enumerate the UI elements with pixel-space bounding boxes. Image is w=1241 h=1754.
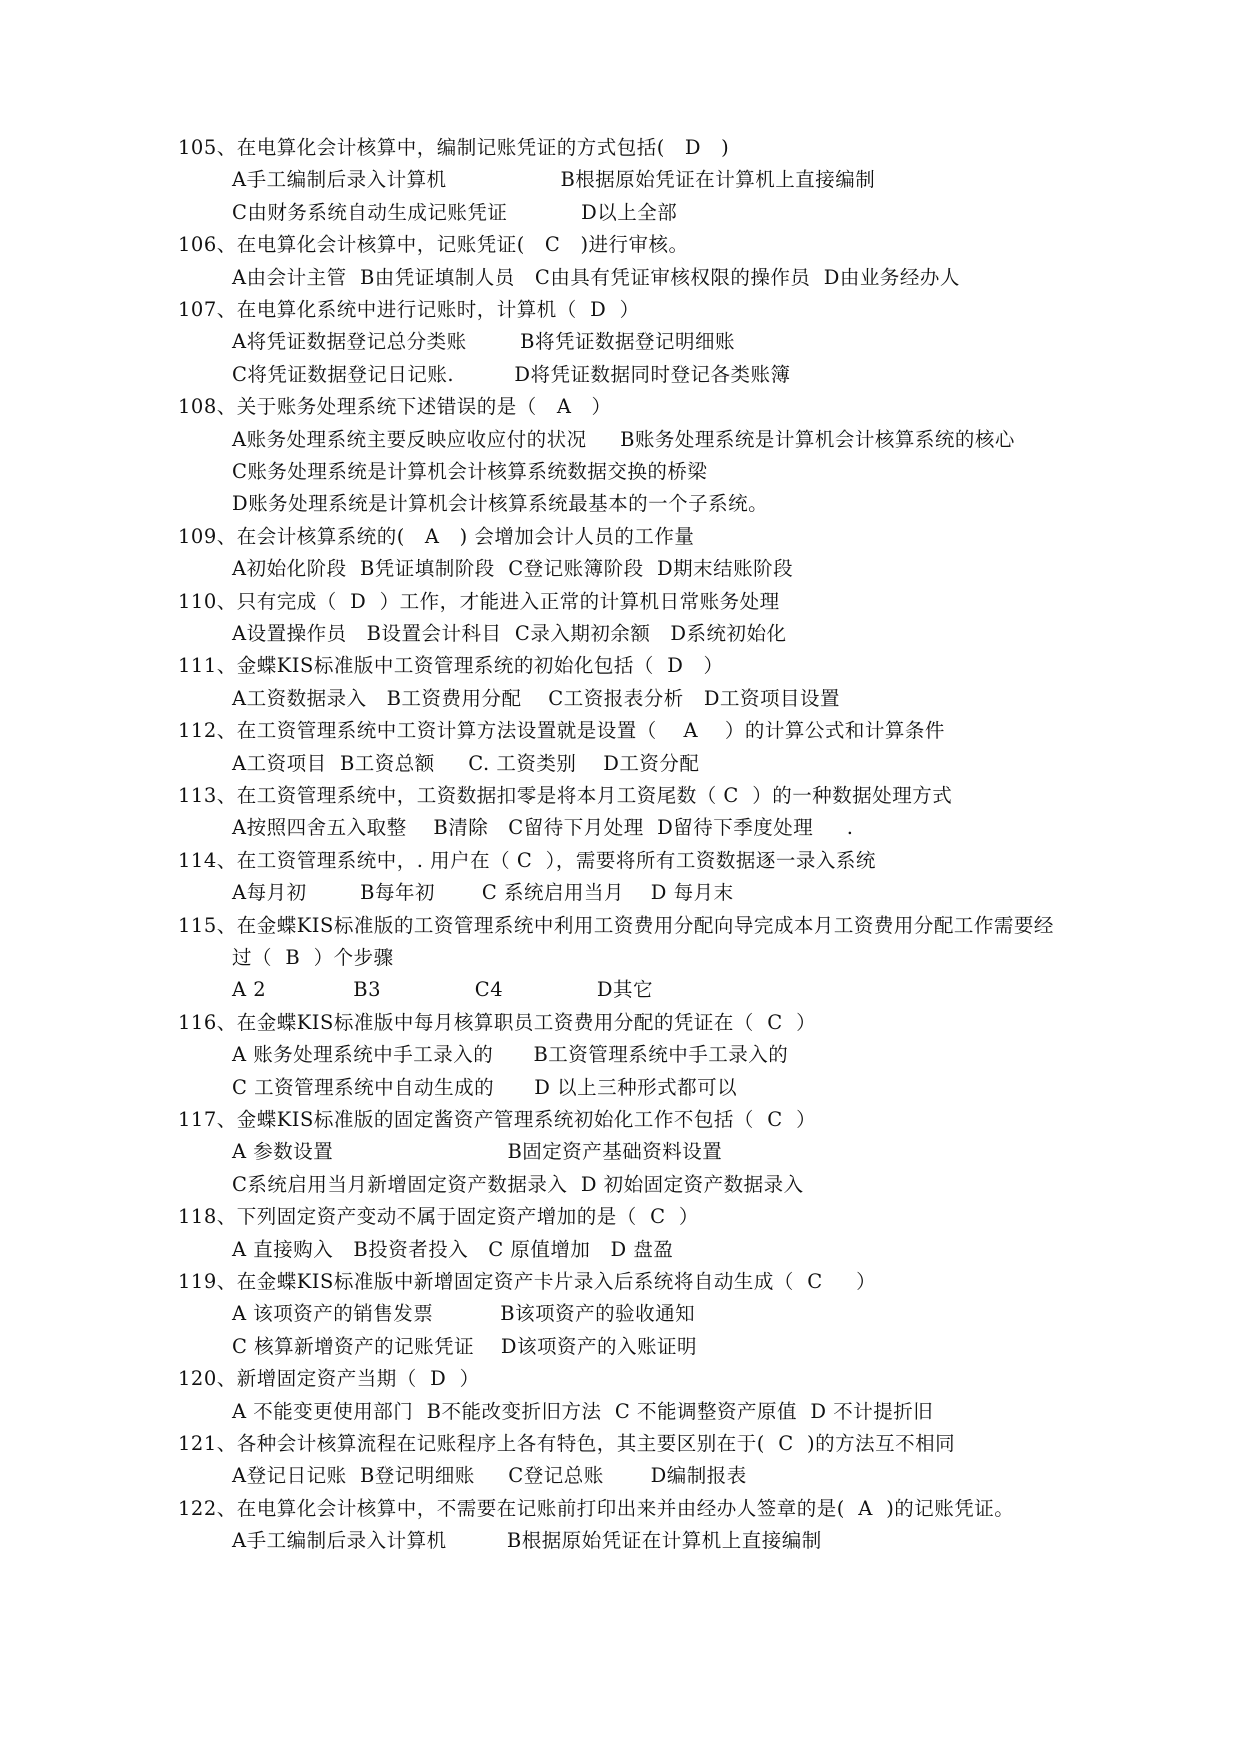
option-line: C将凭证数据登记日记账. D将凭证数据同时登记各类账簿 [232,362,791,386]
question-line: 107、在电算化系统中进行记账时，计算机（ D ） [178,298,640,321]
question-line: 119、在金蝶KIS标准版中新增固定资产卡片录入后系统将自动生成（ C ） [178,1270,877,1293]
question-line: 118、下列固定资产变动不属于固定资产增加的是（ C ） [178,1205,699,1229]
option-line: A初始化阶段 B凭证填制阶段 C登记账簿阶段 D期末结账阶段 [232,557,794,581]
option-line: C 工资管理系统中自动生成的 D 以上三种形式都可以 [232,1075,738,1099]
question-line: 117、金蝶KIS标准版的固定酱资产管理系统初始化工作不包括（ C ） [178,1108,817,1131]
question-line: 109、在会计核算系统的( A ) 会增加会计人员的工作量 [178,524,695,548]
option-line: A按照四舍五入取整 B清除 C留待下月处理 D留待下季度处理 . [232,816,854,840]
question-line: 122、在电算化会计核算中，不需要在记账前打印出来并由经办人签章的是( A )的记账凭证。 [178,1496,1015,1520]
question-line: 112、在工资管理系统中工资计算方法设置就是设置（ A ）的计算公式和计算条件 [178,719,945,743]
question-line: 106、在电算化会计核算中，记账凭证( C )进行审核。 [178,233,689,257]
option-line: A将凭证数据登记总分类账 B将凭证数据登记明细账 [232,330,736,354]
option-line: A 2 B3 C4 D其它 [232,978,654,1002]
option-line: A 该项资产的销售发票 B该项资产的验收通知 [232,1302,696,1326]
option-line: A 不能变更使用部门 B不能改变折旧方法 C 不能调整资产原值 D 不计提折旧 [232,1399,934,1423]
option-line: A手工编制后录入计算机 B根据原始凭证在计算机上直接编制 [232,1529,822,1553]
question-line: 114、在工资管理系统中，. 用户在（ C ），需要将所有工资数据逐一录入系统 [178,848,876,872]
question-line: 108、关于账务处理系统下述错误的是（ A ） [178,395,612,419]
question-line: 111、金蝶KIS标准版中工资管理系统的初始化包括（ D ） [178,654,724,678]
option-line: A由会计主管 B由凭证填制人员 C由具有凭证审核权限的操作员 D由业务经办人 [232,265,960,289]
option-line: C系统启用当月新增固定资产数据录入 D 初始固定资产数据录入 [232,1172,804,1196]
question-line: 120、新增固定资产当期（ D ） [178,1367,480,1391]
option-line: A账务处理系统主要反映应收应付的状况 B账务处理系统是计算机会计核算系统的核心 [232,427,1015,451]
option-line: A设置操作员 B设置会计科目 C录入期初余额 D系统初始化 [232,622,787,645]
option-line: C账务处理系统是计算机会计核算系统数据交换的桥梁 [232,460,708,483]
option-line: A工资项目 B工资总额 C. 工资类别 D工资分配 [232,751,700,775]
option-line: A 直接购入 B投资者投入 C 原值增加 D 盘盈 [232,1237,674,1261]
option-line: A手工编制后录入计算机 B根据原始凭证在计算机上直接编制 [232,168,876,192]
question-line: 116、在金蝶KIS标准版中每月核算职员工资费用分配的凭证在（ C ） [178,1010,817,1034]
question-line: 110、只有完成（ D ）工作，才能进入正常的计算机日常账务处理 [178,589,780,613]
option-line: A工资数据录入 B工资费用分配 C工资报表分析 D工资项目设置 [232,686,840,710]
question-line: 115、在金蝶KIS标准版的工资管理系统中利用工资费用分配向导完成本月工资费用分配工作需要经 [178,913,1054,937]
option-line: C 核算新增资产的记账凭证 D该项资产的入账证明 [232,1334,698,1358]
option-line: A登记日记账 B登记明细账 C登记总账 D编制报表 [232,1464,747,1488]
option-line: D账务处理系统是计算机会计核算系统最基本的一个子系统。 [232,492,769,516]
question-line: 105、在电算化会计核算中，编制记账凭证的方式包括( D ) [178,136,730,159]
question-line: 113、在工资管理系统中，工资数据扣零是将本月工资尾数（ C ）的一种数据处理方式 [178,784,953,807]
question-line: 121、各种会计核算流程在记账程序上各有特色，其主要区别在于( C )的方法互不相同 [178,1432,956,1455]
option-line: 过（ B ）个步骤 [232,946,394,969]
option-line: A 账务处理系统中手工录入的 B工资管理系统中手工录入的 [232,1043,789,1067]
option-line: A每月初 B每年初 C 系统启用当月 D 每月末 [232,881,734,905]
option-line: C由财务系统自动生成记账凭证 D以上全部 [232,200,678,224]
option-line: A 参数设置 B固定资产基础资料设置 [232,1140,723,1164]
